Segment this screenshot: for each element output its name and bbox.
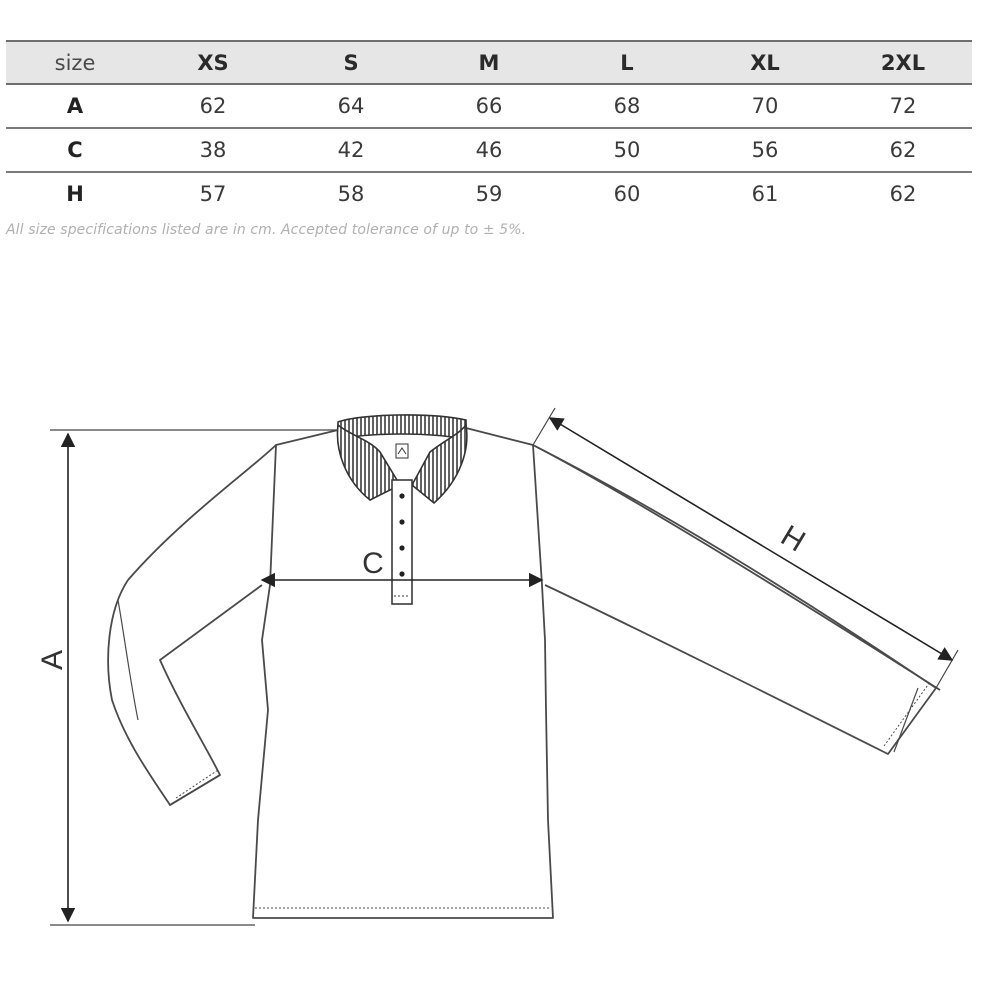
button-placket bbox=[392, 480, 412, 604]
size-footnote: All size specifications listed are in cm. Accepted tolerance of up to ± 5%. bbox=[6, 222, 527, 238]
button-icon bbox=[399, 571, 404, 576]
table-cell: 58 bbox=[337, 182, 365, 206]
measurement-a bbox=[36, 430, 338, 925]
size-header-l: L bbox=[558, 41, 696, 84]
measurement-label-h: H bbox=[775, 519, 811, 559]
button-icon bbox=[399, 519, 404, 524]
table-cell: 72 bbox=[834, 84, 972, 128]
row-label-h: H bbox=[66, 182, 84, 206]
table-cell: 61 bbox=[751, 182, 779, 206]
size-header-xs: XS bbox=[144, 41, 282, 84]
table-cell: 62 bbox=[144, 84, 282, 128]
table-cell: 68 bbox=[558, 84, 696, 128]
button-icon bbox=[399, 493, 404, 498]
table-cell: 62 bbox=[834, 128, 972, 172]
row-label-a: A bbox=[6, 84, 144, 128]
table-cell: 62 bbox=[889, 182, 917, 206]
table-cell: 60 bbox=[613, 182, 641, 206]
table-cell: 46 bbox=[420, 128, 558, 172]
table-cell: 57 bbox=[199, 182, 227, 206]
table-cell: 64 bbox=[282, 84, 420, 128]
table-cell: 42 bbox=[282, 128, 420, 172]
table-cell: 66 bbox=[420, 84, 558, 128]
button-icon bbox=[399, 545, 404, 550]
table-cell: 70 bbox=[696, 84, 834, 128]
table-cell: 56 bbox=[696, 128, 834, 172]
brand-tag-icon bbox=[396, 444, 408, 458]
size-header-2xl: 2XL bbox=[834, 41, 972, 84]
size-header-s: S bbox=[282, 41, 420, 84]
measurement-h bbox=[533, 408, 958, 688]
shirt-outline bbox=[108, 428, 940, 918]
table-cell: 50 bbox=[558, 128, 696, 172]
measurement-label-a: A bbox=[36, 649, 69, 671]
size-header-m: M bbox=[420, 41, 558, 84]
size-header-label: size bbox=[6, 41, 144, 84]
size-header-xl: XL bbox=[696, 41, 834, 84]
measurement-label-c: C bbox=[362, 547, 384, 580]
table-cell: 59 bbox=[475, 182, 503, 206]
table-cell: 38 bbox=[144, 128, 282, 172]
row-label-c: C bbox=[6, 128, 144, 172]
